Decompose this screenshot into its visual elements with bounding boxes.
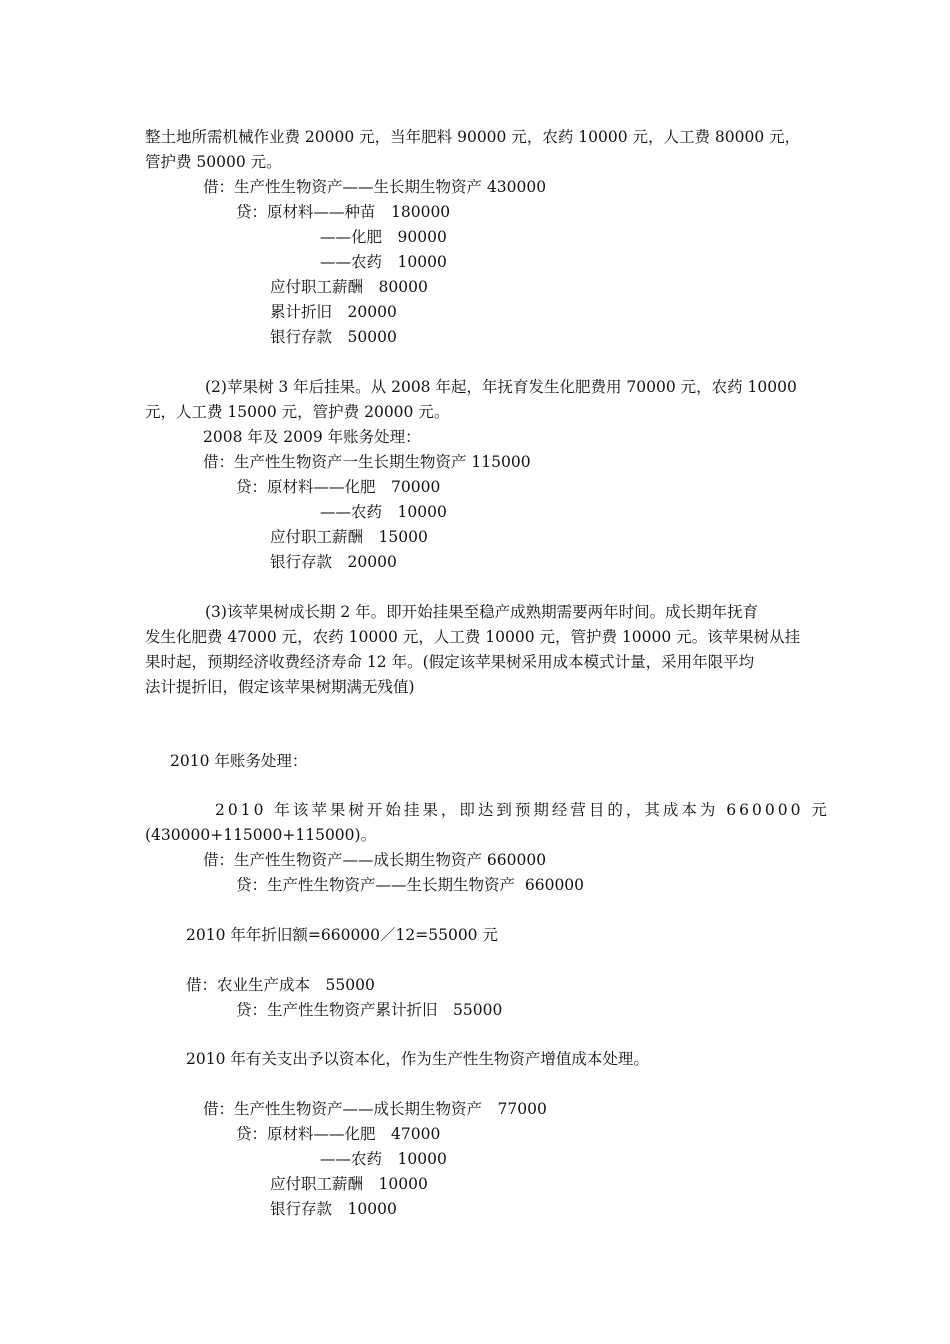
journal-credit: 贷：原材料——化肥 70000 [236, 478, 441, 496]
paragraph-line: 2010 年有关支出予以资本化，作为生产性生物资产增值成本处理。 [186, 1050, 649, 1068]
paragraph-line: (3)该苹果树成长期 2 年。即开始挂果至稳产成熟期需要两年时间。成长期年抚育 [205, 603, 759, 621]
formula-line: 2010 年年折旧额=660000／12=55000 元 [186, 926, 498, 944]
text-line: 管护费 50000 元。 [145, 153, 282, 171]
journal-credit: 贷：原材料——化肥 47000 [236, 1125, 441, 1143]
paragraph-line: (2)苹果树 3 年后挂果。从 2008 年起，年抚育发生化肥费用 70000 元，农药 10000 [205, 378, 797, 396]
journal-debit: 借：生产性生物资产——生长期生物资产 430000 [203, 178, 547, 196]
journal-credit-sub: ——农药 10000 [320, 503, 447, 521]
paragraph-line: 果时起，预期经济收费经济寿命 12 年。(假定该苹果树采用成本模式计量，采用年限平均 [145, 653, 755, 671]
journal-credit-account: 银行存款 10000 [270, 1200, 397, 1218]
journal-debit: 借：农业生产成本 55000 [186, 976, 375, 994]
paragraph-line: 发生化肥费 47000 元，农药 10000 元，人工费 10000 元，管护费 10000 元。该苹果树从挂 [145, 628, 801, 646]
journal-credit-sub: ——农药 10000 [320, 1150, 447, 1168]
journal-credit-account: 应付职工薪酬 10000 [270, 1175, 428, 1193]
text-line: 整土地所需机械作业费 20000 元，当年肥料 90000 元，农药 10000 元，人工费 80000 元， [145, 128, 801, 146]
journal-credit-sub: ——化肥 90000 [320, 228, 447, 246]
section-heading: 2010 年账务处理： [170, 752, 308, 770]
paragraph-line: 2010 年该苹果树开始挂果，即达到预期经营目的，其成本为 660000 元 [215, 801, 830, 819]
journal-credit-account: 应付职工薪酬 80000 [270, 278, 428, 296]
journal-credit: 贷：生产性生物资产——生长期生物资产 660000 [236, 876, 585, 894]
paragraph-line: 法计提折旧，假定该苹果树期满无残值) [145, 678, 415, 696]
journal-debit: 借：生产性生物资产——成长期生物资产 660000 [203, 851, 547, 869]
paragraph-line: (430000+115000+115000)。 [145, 826, 377, 844]
journal-credit: 贷：生产性生物资产累计折旧 55000 [236, 1001, 503, 1019]
journal-credit: 贷：原材料——种苗 180000 [236, 203, 451, 221]
paragraph-line: 元，人工费 15000 元，管护费 20000 元。 [145, 403, 450, 421]
journal-credit-account: 累计折旧 20000 [270, 303, 397, 321]
journal-credit-account: 应付职工薪酬 15000 [270, 528, 428, 546]
section-heading: 2008 年及 2009 年账务处理： [203, 428, 421, 446]
journal-credit-account: 银行存款 50000 [270, 328, 397, 346]
journal-credit-account: 银行存款 20000 [270, 553, 397, 571]
journal-credit-sub: ——农药 10000 [320, 253, 447, 271]
journal-debit: 借：生产性生物资产——成长期生物资产 77000 [203, 1100, 547, 1118]
journal-debit: 借：生产性生物资产一生长期生物资产 115000 [203, 453, 531, 471]
